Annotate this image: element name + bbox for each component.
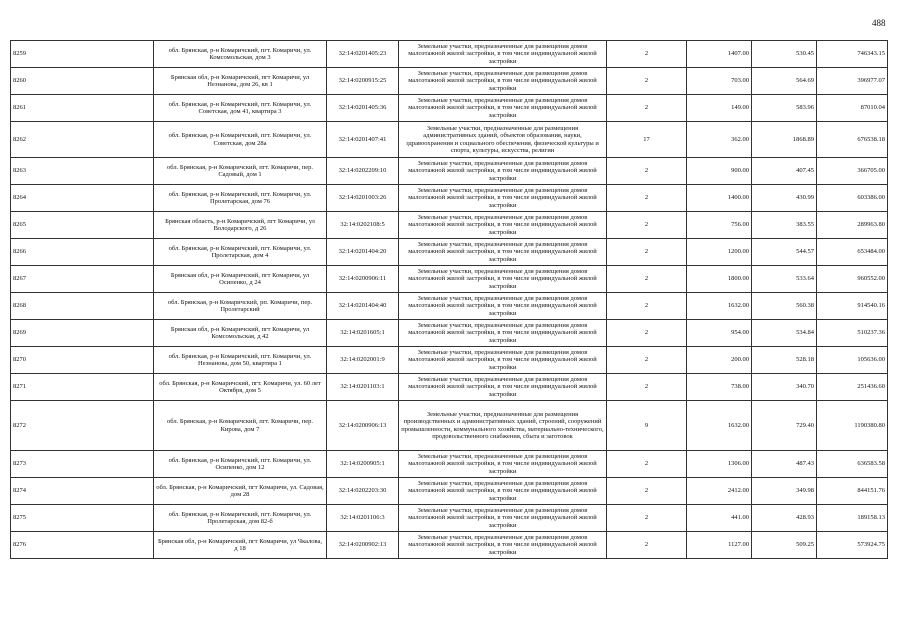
page-number: 488 bbox=[872, 18, 886, 28]
table-row bbox=[11, 185, 888, 212]
use-group-cell: 2 bbox=[607, 95, 687, 122]
table-row bbox=[11, 401, 888, 451]
cadastral-value-cell: 653484.00 bbox=[817, 239, 888, 266]
area-cell: 900.00 bbox=[687, 158, 752, 185]
specific-value-cell: 564.69 bbox=[752, 68, 817, 95]
row-number: 8274 bbox=[11, 478, 154, 505]
area-cell: 200.00 bbox=[687, 347, 752, 374]
cadastral-number-cell: 32:14:0201404:40 bbox=[327, 293, 399, 320]
cadastral-value-cell: 251436.60 bbox=[817, 374, 888, 401]
specific-value-cell: 407.45 bbox=[752, 158, 817, 185]
cadastral-number-cell: 32:14:0202108:5 bbox=[327, 212, 399, 239]
address-cell: обл. Брянская, р-н Комаричский, рп. Комаричи, пер. Пролетарский bbox=[154, 293, 327, 320]
cadastral-number-cell: 32:14:0201404:20 bbox=[327, 239, 399, 266]
row-number: 8263 bbox=[11, 158, 154, 185]
cadastral-number-cell: 32:14:0202001:9 bbox=[327, 347, 399, 374]
area-cell: 1400.00 bbox=[687, 185, 752, 212]
permitted-use-cell: Земельные участки, предназначенные для размещения административных зданий, объектов образования, науки, здравоохранения и социального обеспечения, физической культуры и спорта, культуры, искусства, религии bbox=[399, 122, 607, 158]
use-group-cell: 2 bbox=[607, 532, 687, 559]
row-number: 8270 bbox=[11, 347, 154, 374]
row-number: 8269 bbox=[11, 320, 154, 347]
cadastral-number-cell: 32:14:0201003:26 bbox=[327, 185, 399, 212]
table-row bbox=[11, 320, 888, 347]
table-row bbox=[11, 505, 888, 532]
table-row bbox=[11, 41, 888, 68]
permitted-use-cell: Земельные участки, предназначенные для размещения домов малоэтажной жилой застройки, в том числе индивидуальной жилой застройки bbox=[399, 185, 607, 212]
row-number: 8264 bbox=[11, 185, 154, 212]
cadastral-value-cell: 366705.00 bbox=[817, 158, 888, 185]
use-group-cell: 2 bbox=[607, 374, 687, 401]
cadastral-number-cell: 32:14:0200906:13 bbox=[327, 401, 399, 451]
table-row bbox=[11, 212, 888, 239]
address-cell: Брянская обл, р-н Комаричский, пгт Комаричи, ул Незнанова, дом 26, кв 1 bbox=[154, 68, 327, 95]
address-cell: обл. Брянская, р-н Комаричский, пгт. Комаричи, ул. Пролетарская, дом 82-б bbox=[154, 505, 327, 532]
use-group-cell: 17 bbox=[607, 122, 687, 158]
cadastral-number-cell: 32:14:0201605:1 bbox=[327, 320, 399, 347]
address-cell: обл. Брянская, р-н Комаричский, пгт. Комаричи, ул. Незнанова, дом 50, квартира 1 bbox=[154, 347, 327, 374]
cadastral-value-cell: 914540.16 bbox=[817, 293, 888, 320]
use-group-cell: 2 bbox=[607, 347, 687, 374]
cadastral-value-cell: 189158.13 bbox=[817, 505, 888, 532]
row-number: 8259 bbox=[11, 41, 154, 68]
area-cell: 1407.00 bbox=[687, 41, 752, 68]
cadastral-number-cell: 32:14:0200902:13 bbox=[327, 532, 399, 559]
permitted-use-cell: Земельные участки, предназначенные для размещения домов малоэтажной жилой застройки, в том числе индивидуальной жилой застройки bbox=[399, 320, 607, 347]
address-cell: обл. Брянская, р-н Комаричский, пгт. Комаричи, пер. Садовый, дом 1 bbox=[154, 158, 327, 185]
table-row bbox=[11, 374, 888, 401]
cadastral-value-cell: 573924.75 bbox=[817, 532, 888, 559]
permitted-use-cell: Земельные участки, предназначенные для размещения домов малоэтажной жилой застройки, в том числе индивидуальной жилой застройки bbox=[399, 374, 607, 401]
area-cell: 738.00 bbox=[687, 374, 752, 401]
table-row bbox=[11, 532, 888, 559]
row-number: 8268 bbox=[11, 293, 154, 320]
use-group-cell: 2 bbox=[607, 266, 687, 293]
permitted-use-cell: Земельные участки, предназначенные для размещения домов малоэтажной жилой застройки, в том числе индивидуальной жилой застройки bbox=[399, 478, 607, 505]
cadastral-number-cell: 32:14:0200915:25 bbox=[327, 68, 399, 95]
address-cell: Брянская область, р-н Комаричский, пгт Комаричи, ул Володарского, д 26 bbox=[154, 212, 327, 239]
permitted-use-cell: Земельные участки, предназначенные для размещения домов малоэтажной жилой застройки, в том числе индивидуальной жилой застройки bbox=[399, 293, 607, 320]
specific-value-cell: 530.45 bbox=[752, 41, 817, 68]
specific-value-cell: 583.96 bbox=[752, 95, 817, 122]
cadastral-value-cell: 396977.07 bbox=[817, 68, 888, 95]
specific-value-cell: 533.64 bbox=[752, 266, 817, 293]
specific-value-cell: 560.38 bbox=[752, 293, 817, 320]
cadastral-number-cell: 32:14:0201106:3 bbox=[327, 505, 399, 532]
specific-value-cell: 1868.89 bbox=[752, 122, 817, 158]
address-cell: обл. Брянская, р-н Комаричский, пгт. Комаричи, ул. Советская, дом 41, квартира 3 bbox=[154, 95, 327, 122]
area-cell: 756.00 bbox=[687, 212, 752, 239]
cadastral-number-cell: 32:14:0202203:30 bbox=[327, 478, 399, 505]
permitted-use-cell: Земельные участки, предназначенные для размещения домов малоэтажной жилой застройки, в том числе индивидуальной жилой застройки bbox=[399, 158, 607, 185]
permitted-use-cell: Земельные участки, предназначенные для размещения домов малоэтажной жилой застройки, в том числе индивидуальной жилой застройки bbox=[399, 68, 607, 95]
row-number: 8267 bbox=[11, 266, 154, 293]
address-cell: Брянская обл, р-н Комаричский, пгт Комаричи, ул Чкалова, д 18 bbox=[154, 532, 327, 559]
table-row bbox=[11, 95, 888, 122]
table-row bbox=[11, 68, 888, 95]
cadastral-number-cell: 32:14:0201407:41 bbox=[327, 122, 399, 158]
use-group-cell: 2 bbox=[607, 505, 687, 532]
area-cell: 149.00 bbox=[687, 95, 752, 122]
use-group-cell: 2 bbox=[607, 451, 687, 478]
table-row bbox=[11, 239, 888, 266]
area-cell: 1200.00 bbox=[687, 239, 752, 266]
area-cell: 954.00 bbox=[687, 320, 752, 347]
row-number: 8272 bbox=[11, 401, 154, 451]
table-row bbox=[11, 293, 888, 320]
table-row bbox=[11, 266, 888, 293]
address-cell: обл. Брянская, р-н Комаричский, пгт. Комаричи, ул. Осипенко, дом 12 bbox=[154, 451, 327, 478]
area-cell: 1632.00 bbox=[687, 401, 752, 451]
permitted-use-cell: Земельные участки, предназначенные для размещения производственных и административных зданий, строений, сооружений промышленности, коммунального хозяйства, материально-технического, продовольственного снабжения, сбыта и заготовок bbox=[399, 401, 607, 451]
cadastral-number-cell: 32:14:0200905:1 bbox=[327, 451, 399, 478]
use-group-cell: 2 bbox=[607, 158, 687, 185]
cadastral-value-cell: 636583.58 bbox=[817, 451, 888, 478]
row-number: 8265 bbox=[11, 212, 154, 239]
row-number: 8273 bbox=[11, 451, 154, 478]
specific-value-cell: 534.84 bbox=[752, 320, 817, 347]
row-number: 8261 bbox=[11, 95, 154, 122]
address-cell: обл. Брянская, р-н Комаричский, пгт Комаричи, ул. Садовая, дом 28 bbox=[154, 478, 327, 505]
area-cell: 703.00 bbox=[687, 68, 752, 95]
use-group-cell: 2 bbox=[607, 239, 687, 266]
area-cell: 1632.00 bbox=[687, 293, 752, 320]
cadastral-value-table bbox=[10, 40, 888, 559]
row-number: 8260 bbox=[11, 68, 154, 95]
address-cell: обл. Брянская, р-н Комаричский, пгт. Комаричи, ул. Комсомольская, дом 3 bbox=[154, 41, 327, 68]
cadastral-number-cell: 32:14:0201103:1 bbox=[327, 374, 399, 401]
cadastral-value-cell: 603386.00 bbox=[817, 185, 888, 212]
specific-value-cell: 544.57 bbox=[752, 239, 817, 266]
row-number: 8275 bbox=[11, 505, 154, 532]
specific-value-cell: 349.98 bbox=[752, 478, 817, 505]
row-number: 8276 bbox=[11, 532, 154, 559]
cadastral-value-cell: 87010.04 bbox=[817, 95, 888, 122]
table-row bbox=[11, 478, 888, 505]
use-group-cell: 2 bbox=[607, 68, 687, 95]
cadastral-number-cell: 32:14:0202209:10 bbox=[327, 158, 399, 185]
specific-value-cell: 487.43 bbox=[752, 451, 817, 478]
cadastral-value-cell: 1190380.80 bbox=[817, 401, 888, 451]
address-cell: обл. Брянская, р-н Комаричский, пгт. Комаричи, ул. Советская, дом 28а bbox=[154, 122, 327, 158]
permitted-use-cell: Земельные участки, предназначенные для размещения домов малоэтажной жилой застройки, в том числе индивидуальной жилой застройки bbox=[399, 532, 607, 559]
specific-value-cell: 509.25 bbox=[752, 532, 817, 559]
area-cell: 1800.00 bbox=[687, 266, 752, 293]
area-cell: 441.00 bbox=[687, 505, 752, 532]
area-cell: 1127.00 bbox=[687, 532, 752, 559]
table-row bbox=[11, 451, 888, 478]
specific-value-cell: 428.93 bbox=[752, 505, 817, 532]
use-group-cell: 2 bbox=[607, 41, 687, 68]
permitted-use-cell: Земельные участки, предназначенные для размещения домов малоэтажной жилой застройки, в том числе индивидуальной жилой застройки bbox=[399, 505, 607, 532]
area-cell: 362.00 bbox=[687, 122, 752, 158]
cadastral-value-cell: 676538.18 bbox=[817, 122, 888, 158]
specific-value-cell: 729.40 bbox=[752, 401, 817, 451]
permitted-use-cell: Земельные участки, предназначенные для размещения домов малоэтажной жилой застройки, в том числе индивидуальной жилой застройки bbox=[399, 212, 607, 239]
table-row bbox=[11, 347, 888, 374]
permitted-use-cell: Земельные участки, предназначенные для размещения домов малоэтажной жилой застройки, в том числе индивидуальной жилой застройки bbox=[399, 41, 607, 68]
use-group-cell: 2 bbox=[607, 320, 687, 347]
permitted-use-cell: Земельные участки, предназначенные для размещения домов малоэтажной жилой застройки, в том числе индивидуальной жилой застройки bbox=[399, 239, 607, 266]
permitted-use-cell: Земельные участки, предназначенные для размещения домов малоэтажной жилой застройки, в том числе индивидуальной жилой застройки bbox=[399, 451, 607, 478]
row-number: 8266 bbox=[11, 239, 154, 266]
table-body bbox=[11, 41, 888, 559]
permitted-use-cell: Земельные участки, предназначенные для размещения домов малоэтажной жилой застройки, в том числе индивидуальной жилой застройки bbox=[399, 347, 607, 374]
address-cell: Брянская обл, р-н Комаричский, пгт Комаричи, ул Осипенко, д 24 bbox=[154, 266, 327, 293]
table-row bbox=[11, 122, 888, 158]
permitted-use-cell: Земельные участки, предназначенные для размещения домов малоэтажной жилой застройки, в том числе индивидуальной жилой застройки bbox=[399, 95, 607, 122]
cadastral-number-cell: 32:14:0201405:36 bbox=[327, 95, 399, 122]
cadastral-number-cell: 32:14:0201405:23 bbox=[327, 41, 399, 68]
permitted-use-cell: Земельные участки, предназначенные для размещения домов малоэтажной жилой застройки, в том числе индивидуальной жилой застройки bbox=[399, 266, 607, 293]
cadastral-value-cell: 746343.15 bbox=[817, 41, 888, 68]
specific-value-cell: 528.18 bbox=[752, 347, 817, 374]
address-cell: обл. Брянская, р-н Комаричский, пгт. Комаричи, ул. Пролетарская, дом 76 bbox=[154, 185, 327, 212]
address-cell: обл. Брянская, р-н Комаричский, пгт. Комаричи, ул. Пролетарская, дом 4 bbox=[154, 239, 327, 266]
cadastral-value-cell: 960552.00 bbox=[817, 266, 888, 293]
row-number: 8271 bbox=[11, 374, 154, 401]
row-number: 8262 bbox=[11, 122, 154, 158]
use-group-cell: 2 bbox=[607, 212, 687, 239]
cadastral-value-cell: 844151.76 bbox=[817, 478, 888, 505]
area-cell: 2412.00 bbox=[687, 478, 752, 505]
table-row bbox=[11, 158, 888, 185]
cadastral-value-cell: 105636.00 bbox=[817, 347, 888, 374]
specific-value-cell: 340.70 bbox=[752, 374, 817, 401]
specific-value-cell: 383.55 bbox=[752, 212, 817, 239]
cadastral-number-cell: 32:14:0200906:11 bbox=[327, 266, 399, 293]
cadastral-value-cell: 289963.80 bbox=[817, 212, 888, 239]
address-cell: обл. Брянская, р-н Комаричский, пгт. Комаричи, ул. 60 лет Октября, дом 5 bbox=[154, 374, 327, 401]
address-cell: обл. Брянская, р-н Комаричский, пгт. Комаричи, пер. Кирова, дом 7 bbox=[154, 401, 327, 451]
use-group-cell: 2 bbox=[607, 478, 687, 505]
use-group-cell: 2 bbox=[607, 293, 687, 320]
use-group-cell: 9 bbox=[607, 401, 687, 451]
use-group-cell: 2 bbox=[607, 185, 687, 212]
address-cell: Брянская обл, р-н Комаричский, пгт Комаричи, ул Комсомольская, д 42 bbox=[154, 320, 327, 347]
specific-value-cell: 430.99 bbox=[752, 185, 817, 212]
cadastral-value-cell: 510237.36 bbox=[817, 320, 888, 347]
area-cell: 1306.00 bbox=[687, 451, 752, 478]
